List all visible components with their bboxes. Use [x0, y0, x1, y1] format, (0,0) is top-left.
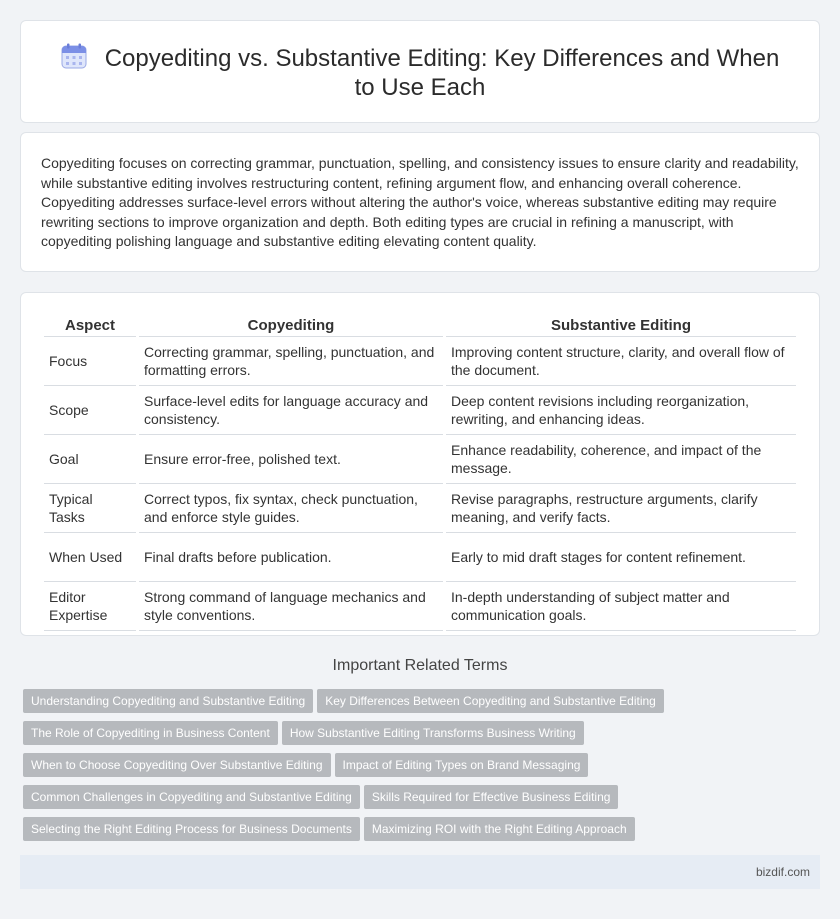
table-row: [44, 435, 796, 484]
table-row: [44, 582, 796, 631]
calendar-icon: [61, 43, 87, 69]
tag-row: [23, 817, 803, 849]
cell-aspect: Scope: [44, 386, 136, 435]
cell-copyediting: Final drafts before publication.: [139, 533, 443, 582]
footer-site-link[interactable]: bizdif.com: [755, 865, 810, 879]
cell-aspect: Typical Tasks: [44, 484, 136, 533]
cell-aspect: When Used: [44, 533, 136, 582]
related-term-link[interactable]: Understanding Copyediting and Substantive Editing: [23, 689, 313, 713]
related-term-link[interactable]: Key Differences Between Copyediting and Substantive Editing: [317, 689, 664, 713]
header-substantive-editing: Substantive Editing: [446, 313, 796, 337]
related-term-link[interactable]: Impact of Editing Types on Brand Messaging: [335, 753, 589, 777]
related-term-link[interactable]: Common Challenges in Copyediting and Substantive Editing: [23, 785, 360, 809]
table-row: [44, 533, 796, 582]
title-card: [20, 20, 820, 123]
page-title-text: Copyediting vs. Substantive Editing: Key Differences and When to Use Each: [104, 45, 780, 101]
related-term-link[interactable]: How Substantive Editing Transforms Business Writing: [282, 721, 584, 745]
related-terms-list: [23, 689, 803, 849]
table-row: [44, 386, 796, 435]
page-title: [51, 43, 789, 102]
table-row: [44, 484, 796, 533]
comparison-table-card: [20, 292, 820, 636]
related-term-link[interactable]: Selecting the Right Editing Process for Business Documents: [23, 817, 360, 841]
footer: [20, 855, 820, 889]
cell-copyediting: Surface-level edits for language accuracy and consistency.: [139, 386, 443, 435]
tag-row: [23, 785, 803, 817]
cell-substantive: Early to mid draft stages for content refinement.: [446, 533, 796, 582]
intro-paragraph: Copyediting focuses on correcting grammar, punctuation, spelling, and consistency issues to ensure clarity and readability, while substantive editing involves restructuring content, refining argument flow, and enhancing overall coherence. Copyediting addresses surface-level errors without altering the author's voice, whereas substantive editing may require rewriting sections to improve organization and depth. Both editing types are crucial in refining a manuscript, with copyediting polishing language and substantive editing elevating content quality.: [41, 155, 799, 250]
related-term-link[interactable]: When to Choose Copyediting Over Substantive Editing: [23, 753, 331, 777]
tag-row: [23, 721, 803, 753]
intro-card: [20, 132, 820, 272]
related-term-link[interactable]: Skills Required for Effective Business Editing: [364, 785, 619, 809]
cell-substantive: Revise paragraphs, restructure arguments, clarify meaning, and verify facts.: [446, 484, 796, 533]
tag-row: [23, 689, 803, 721]
cell-substantive: Enhance readability, coherence, and impact of the message.: [446, 435, 796, 484]
cell-copyediting: Ensure error-free, polished text.: [139, 435, 443, 484]
cell-copyediting: Correcting grammar, spelling, punctuation, and formatting errors.: [139, 337, 443, 386]
comparison-table: [41, 313, 799, 631]
cell-substantive: In-depth understanding of subject matter and communication goals.: [446, 582, 796, 631]
header-aspect: Aspect: [44, 313, 136, 337]
cell-aspect: Editor Expertise: [44, 582, 136, 631]
cell-aspect: Goal: [44, 435, 136, 484]
table-row: [44, 337, 796, 386]
table-header-row: [44, 313, 796, 337]
related-terms-heading: Important Related Terms: [332, 657, 508, 674]
related-term-link[interactable]: Maximizing ROI with the Right Editing Approach: [364, 817, 635, 841]
cell-copyediting: Strong command of language mechanics and style conventions.: [139, 582, 443, 631]
cell-copyediting: Correct typos, fix syntax, check punctuation, and enforce style guides.: [139, 484, 443, 533]
header-copyediting: Copyediting: [139, 313, 443, 337]
cell-aspect: Focus: [44, 337, 136, 386]
tag-row: [23, 753, 803, 785]
cell-substantive: Deep content revisions including reorganization, rewriting, and enhancing ideas.: [446, 386, 796, 435]
related-term-link[interactable]: The Role of Copyediting in Business Content: [23, 721, 278, 745]
cell-substantive: Improving content structure, clarity, and overall flow of the document.: [446, 337, 796, 386]
